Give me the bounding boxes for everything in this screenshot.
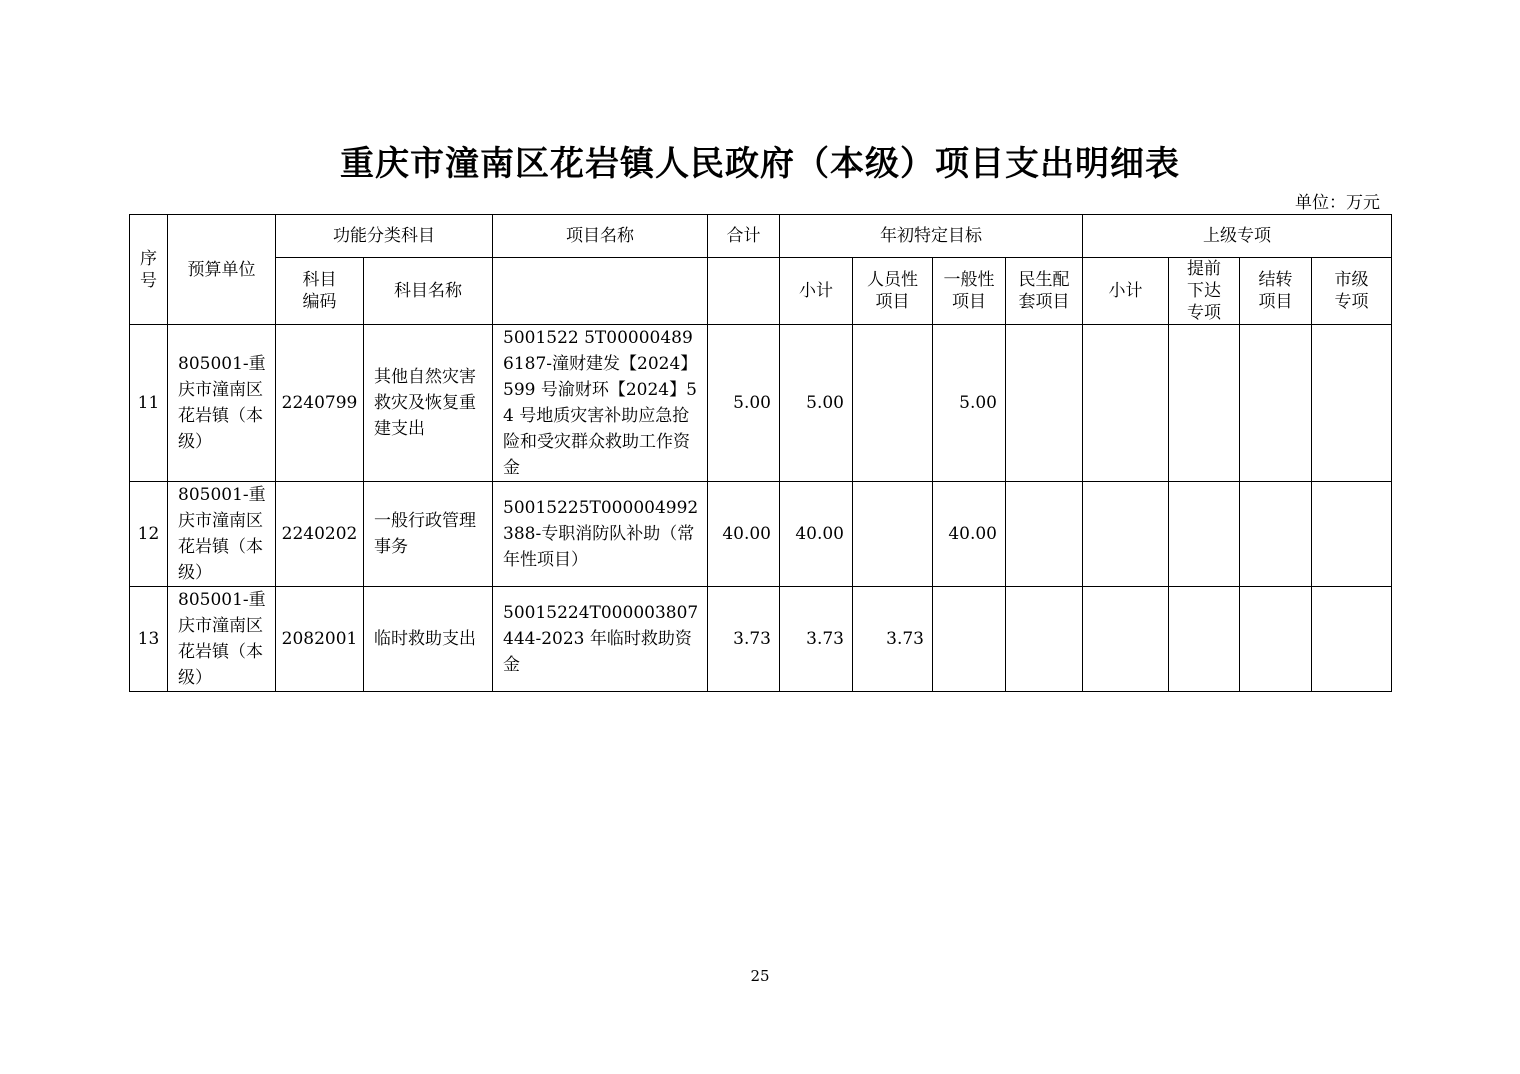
header-total: 合计 xyxy=(708,215,780,258)
cell-project: 50015225T000004992388-专职消防队补助（常年性项目） xyxy=(493,482,708,587)
cell-general xyxy=(933,587,1006,692)
cell-project: 50015224T000003807444-2023 年临时救助资金 xyxy=(493,587,708,692)
header-total-empty xyxy=(708,258,780,325)
page-title: 重庆市潼南区花岩镇人民政府（本级）项目支出明细表 xyxy=(340,144,1180,184)
header-func-class: 功能分类科目 xyxy=(276,215,493,258)
cell-subtotal: 40.00 xyxy=(780,482,853,587)
cell-livelihood xyxy=(1006,587,1083,692)
header-subject-code: 科目编码 xyxy=(276,258,364,325)
header-carryover: 结转项目 xyxy=(1240,258,1312,325)
header-city: 市级专项 xyxy=(1312,258,1392,325)
cell-unit: 805001-重庆市潼南区花岩镇（本级） xyxy=(168,325,276,482)
cell-sup-subtotal xyxy=(1083,482,1169,587)
cell-total: 40.00 xyxy=(708,482,780,587)
cell-sup-subtotal xyxy=(1083,325,1169,482)
page-number: 25 xyxy=(750,967,770,985)
header-project-name-empty xyxy=(493,258,708,325)
cell-unit: 805001-重庆市潼南区花岩镇（本级） xyxy=(168,587,276,692)
header-annual-target: 年初特定目标 xyxy=(780,215,1083,258)
cell-seq: 12 xyxy=(130,482,168,587)
cell-total: 3.73 xyxy=(708,587,780,692)
cell-city xyxy=(1312,482,1392,587)
header-subtotal: 小计 xyxy=(780,258,853,325)
table-row xyxy=(130,325,1392,482)
cell-subject: 其他自然灾害救灾及恢复重建支出 xyxy=(364,325,493,482)
header-seq: 序号 xyxy=(130,215,168,325)
cell-code: 2240799 xyxy=(276,325,364,482)
cell-code: 2082001 xyxy=(276,587,364,692)
cell-total: 5.00 xyxy=(708,325,780,482)
project-expenditure-table xyxy=(129,214,1392,692)
header-budget-unit: 预算单位 xyxy=(168,215,276,325)
cell-advance xyxy=(1169,325,1240,482)
cell-personnel xyxy=(853,482,933,587)
table-row xyxy=(130,482,1392,587)
cell-advance xyxy=(1169,482,1240,587)
header-personnel: 人员性项目 xyxy=(853,258,933,325)
header-project-name: 项目名称 xyxy=(493,215,708,258)
cell-subject: 临时救助支出 xyxy=(364,587,493,692)
cell-advance xyxy=(1169,587,1240,692)
header-subject-name: 科目名称 xyxy=(364,258,493,325)
table-row xyxy=(130,587,1392,692)
cell-unit: 805001-重庆市潼南区花岩镇（本级） xyxy=(168,482,276,587)
cell-personnel: 3.73 xyxy=(853,587,933,692)
cell-sup-subtotal xyxy=(1083,587,1169,692)
cell-subtotal: 5.00 xyxy=(780,325,853,482)
cell-code: 2240202 xyxy=(276,482,364,587)
cell-livelihood xyxy=(1006,325,1083,482)
cell-general: 5.00 xyxy=(933,325,1006,482)
cell-personnel xyxy=(853,325,933,482)
cell-carryover xyxy=(1240,482,1312,587)
cell-carryover xyxy=(1240,325,1312,482)
cell-project: 5001522 5T000004896187-潼财建发【2024】599 号渝财环【2024】54 号地质灾害补助应急抢险和受灾群众救助工作资金 xyxy=(493,325,708,482)
cell-city xyxy=(1312,325,1392,482)
cell-livelihood xyxy=(1006,482,1083,587)
unit-label: 单位：万元 xyxy=(1295,193,1380,213)
cell-city xyxy=(1312,587,1392,692)
header-livelihood: 民生配套项目 xyxy=(1006,258,1083,325)
cell-carryover xyxy=(1240,587,1312,692)
header-general: 一般性项目 xyxy=(933,258,1006,325)
cell-seq: 13 xyxy=(130,587,168,692)
cell-general: 40.00 xyxy=(933,482,1006,587)
cell-subject: 一般行政管理事务 xyxy=(364,482,493,587)
cell-subtotal: 3.73 xyxy=(780,587,853,692)
header-superior: 上级专项 xyxy=(1083,215,1392,258)
header-advance: 提前下达专项 xyxy=(1169,258,1240,325)
cell-seq: 11 xyxy=(130,325,168,482)
header-sup-subtotal: 小计 xyxy=(1083,258,1169,325)
